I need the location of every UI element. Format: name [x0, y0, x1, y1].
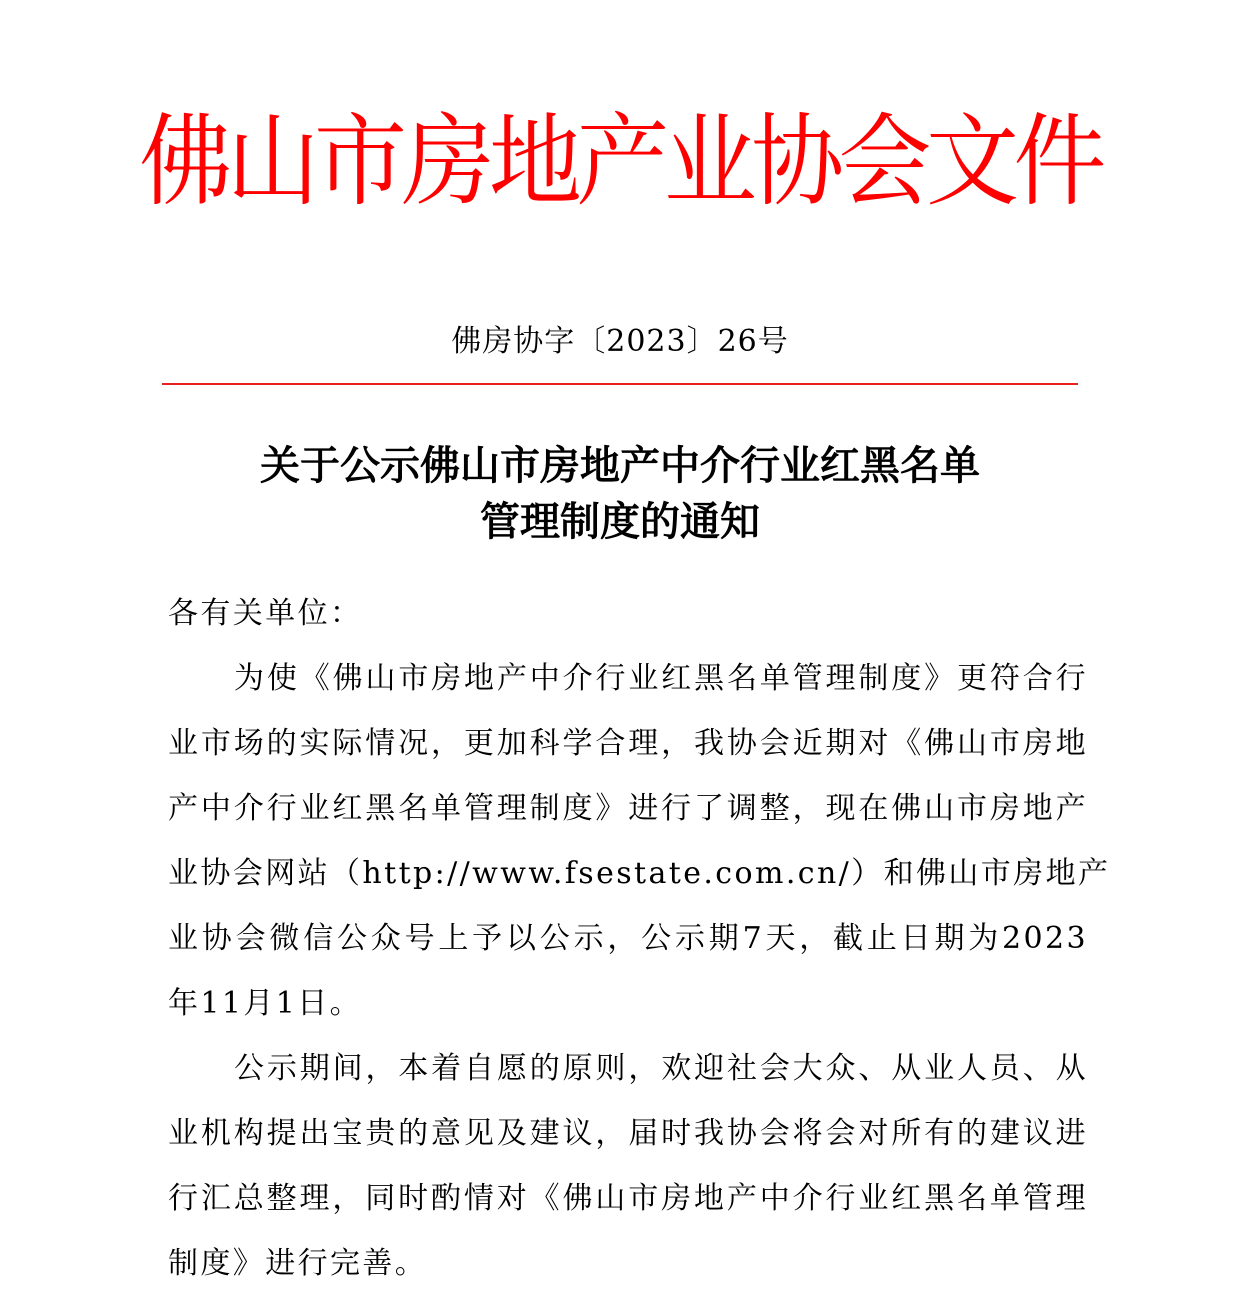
paragraph-line: 业机构提出宝贵的意见及建议，届时我协会将会对所有的建议进: [168, 1116, 1088, 1151]
notice-title: [0, 438, 1240, 550]
paragraph-line: 公示期间，本着自愿的原则，欢迎社会大众、从业人员、从: [234, 1051, 1088, 1086]
document-number: 佛房协字〔2023〕26号: [451, 324, 789, 359]
salutation: 各有关单位：: [168, 596, 363, 631]
notice-title-line-2: 管理制度的通知: [480, 499, 760, 545]
organization-header-title: 佛山市房地产业协会文件: [139, 103, 1101, 220]
paragraph-line: 业市场的实际情况，更加科学合理，我协会近期对《佛山市房地: [168, 726, 1088, 761]
notice-title-line-1: 关于公示佛山市房地产中介行业红黑名单: [260, 443, 980, 489]
paragraph-line: 产中介行业红黑名单管理制度》进行了调整，现在佛山市房地产: [168, 791, 1088, 826]
paragraph-2: [168, 1041, 1088, 1301]
paragraph-line: 为使《佛山市房地产中介行业红黑名单管理制度》更符合行: [234, 661, 1088, 696]
paragraph-line: 行汇总整理，同时酌情对《佛山市房地产中介行业红黑名单管理: [168, 1181, 1088, 1216]
red-divider-line: [162, 383, 1078, 385]
paragraph-line: 制度》进行完善。: [168, 1246, 428, 1281]
paragraph-line: 业协会网站（http://www.fsestate.com.cn/）和佛山市房地产: [168, 856, 1111, 891]
paragraph-1: [168, 651, 1111, 1041]
notice-body: [168, 586, 1111, 1301]
paragraph-line: 年11月1日。: [168, 986, 363, 1021]
paragraph-line: 业协会微信公众号上予以公示，公示期7天，截止日期为2023: [168, 921, 1088, 956]
